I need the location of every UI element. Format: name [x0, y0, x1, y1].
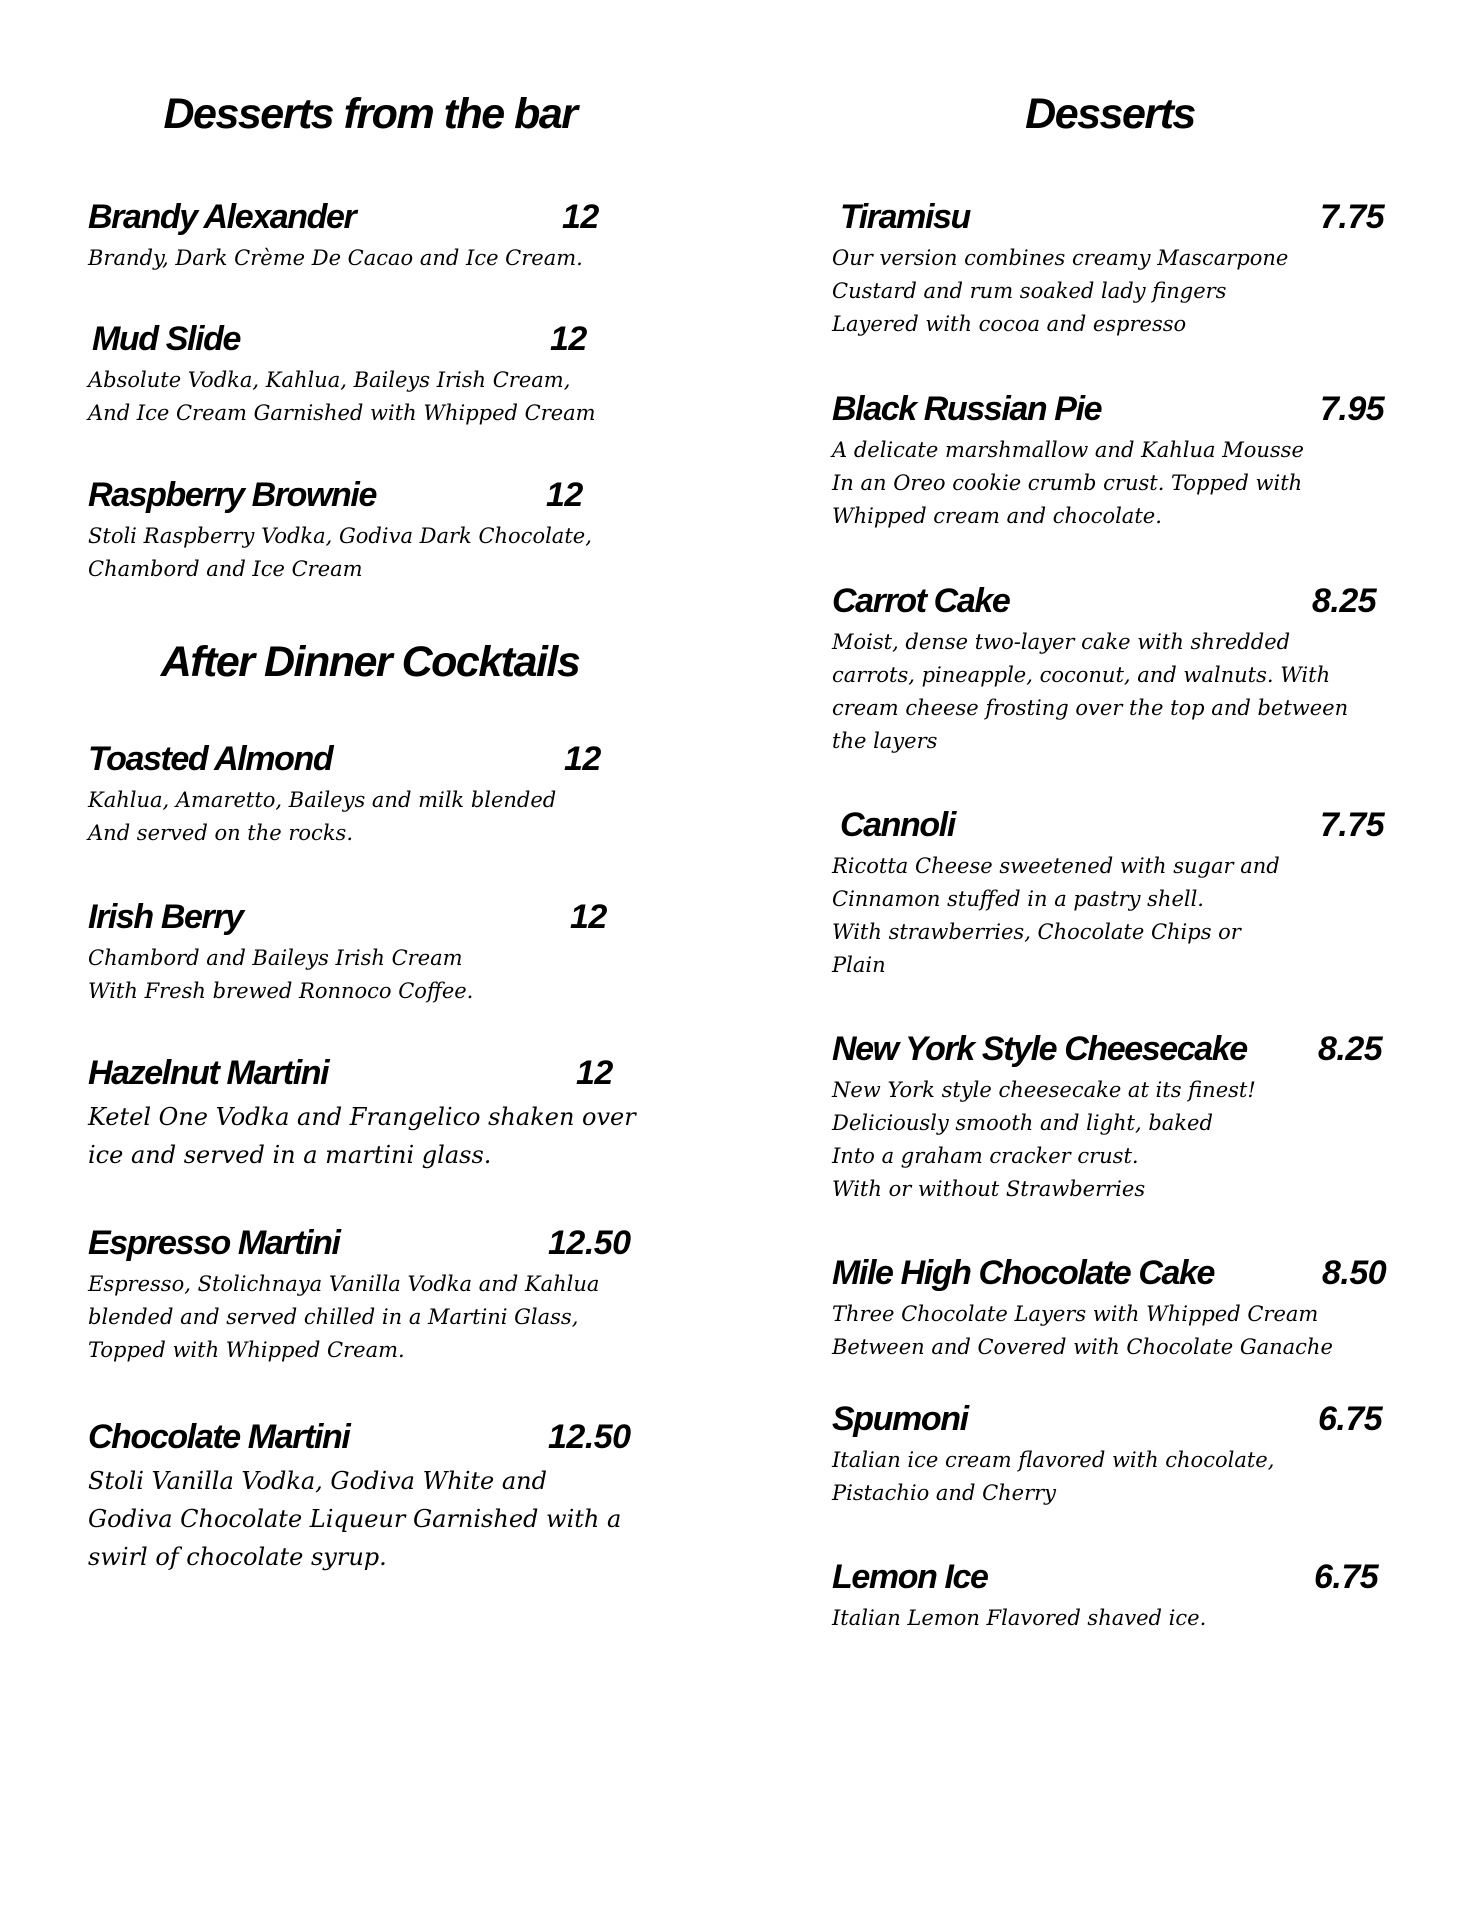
item-description: Espresso, Stolichnaya Vanilla Vodka and Kahlua blended and served chilled in a Martini Glass, Topped with Whipped Cream. [88, 1272, 600, 1362]
item-price: 12 [570, 898, 607, 936]
menu-item [832, 390, 1385, 533]
item-price: 12.50 [548, 1224, 631, 1262]
item-description: Our version combines creamy Mascarpone Custard and rum soaked lady fingers Layered with cocoa and espresso [832, 246, 1289, 336]
item-price: 8.25 [1312, 582, 1377, 620]
menu-item [832, 806, 1385, 982]
section-heading-bar-desserts: Desserts from the bar [163, 90, 577, 138]
menu-item [832, 198, 1385, 341]
item-description: Italian ice cream flavored with chocolate, Pistachio and Cherry [832, 1448, 1275, 1505]
item-price: 7.75 [1320, 198, 1385, 236]
item-name: Black Russian Pie [832, 390, 1102, 428]
item-name: Brandy Alexander [88, 198, 356, 236]
item-description: Kahlua, Amaretto, Baileys and milk blended And served on the rocks. [88, 788, 557, 845]
section-heading-desserts: Desserts [1025, 90, 1195, 138]
item-description: Italian Lemon Flavored shaved ice. [832, 1606, 1207, 1630]
item-description: Stoli Vanilla Vodka, Godiva White and Godiva Chocolate Liqueur Garnished with a swirl of chocolate syrup. [88, 1467, 622, 1571]
item-name: Raspberry Brownie [88, 476, 376, 514]
item-description: Moist, dense two-layer cake with shredded carrots, pineapple, coconut, and walnuts. With cream cheese frosting over the top and between the layers [832, 630, 1349, 753]
menu-item [88, 898, 607, 1008]
item-description: Ketel One Vodka and Frangelico shaken over ice and served in a martini glass. [88, 1103, 636, 1169]
item-name: Hazelnut Martini [88, 1054, 329, 1092]
menu-item [832, 1558, 1379, 1635]
item-name: Tiramisu [840, 198, 970, 236]
item-description: Ricotta Cheese sweetened with sugar and Cinnamon stuffed in a pastry shell. With strawberries, Chocolate Chips or Plain [832, 854, 1280, 977]
item-description: Three Chocolate Layers with Whipped Cream Between and Covered with Chocolate Ganache [832, 1302, 1333, 1359]
item-description: Absolute Vodka, Kahlua, Baileys Irish Cream, And Ice Cream Garnished with Whipped Cream [88, 368, 596, 425]
item-name: Carrot Cake [832, 582, 1010, 620]
item-price: 8.50 [1322, 1254, 1387, 1292]
menu-item [832, 1254, 1387, 1364]
item-price: 12 [576, 1054, 613, 1092]
item-description: Stoli Raspberry Vodka, Godiva Dark Chocolate, Chambord and Ice Cream [88, 524, 592, 581]
menu-item [88, 476, 592, 586]
item-price: 12 [546, 476, 583, 514]
menu-item [88, 1054, 636, 1174]
item-description: Chambord and Baileys Irish Cream With Fresh brewed Ronnoco Coffee. [88, 946, 474, 1003]
item-price: 12 [564, 740, 601, 778]
menu-item [88, 198, 599, 275]
item-description: Brandy, Dark Crème De Cacao and Ice Cream. [88, 246, 583, 270]
menu-item [88, 1418, 631, 1576]
item-name: Spumoni [832, 1400, 968, 1438]
item-price: 7.75 [1320, 806, 1385, 844]
item-name: New York Style Cheesecake [832, 1030, 1247, 1068]
item-name: Cannoli [840, 806, 955, 844]
item-price: 7.95 [1320, 390, 1385, 428]
menu-item [88, 320, 596, 430]
item-price: 6.75 [1318, 1400, 1383, 1438]
item-name: Mud Slide [92, 320, 240, 358]
item-name: Toasted Almond [88, 740, 333, 778]
item-price: 8.25 [1318, 1030, 1383, 1068]
item-name: Chocolate Martini [88, 1418, 350, 1456]
item-price: 6.75 [1314, 1558, 1379, 1596]
item-description: New York style cheesecake at its finest! Deliciously smooth and light, baked Into a graham cracker crust. With or without Strawberries [832, 1078, 1256, 1201]
item-name: Irish Berry [88, 898, 243, 936]
item-price: 12 [562, 198, 599, 236]
menu-item [832, 1400, 1383, 1510]
menu-item [88, 1224, 631, 1367]
menu-item [832, 582, 1377, 758]
item-name: Mile High Chocolate Cake [832, 1254, 1215, 1292]
menu-item [88, 740, 601, 850]
item-price: 12.50 [548, 1418, 631, 1456]
item-description: A delicate marshmallow and Kahlua Mousse In an Oreo cookie crumb crust. Topped with Whipped cream and chocolate. [832, 438, 1304, 528]
menu-item [832, 1030, 1383, 1206]
item-name: Espresso Martini [88, 1224, 340, 1262]
item-price: 12 [550, 320, 587, 358]
item-name: Lemon Ice [832, 1558, 988, 1596]
section-heading-after-dinner-cocktails: After Dinner Cocktails [160, 638, 580, 686]
